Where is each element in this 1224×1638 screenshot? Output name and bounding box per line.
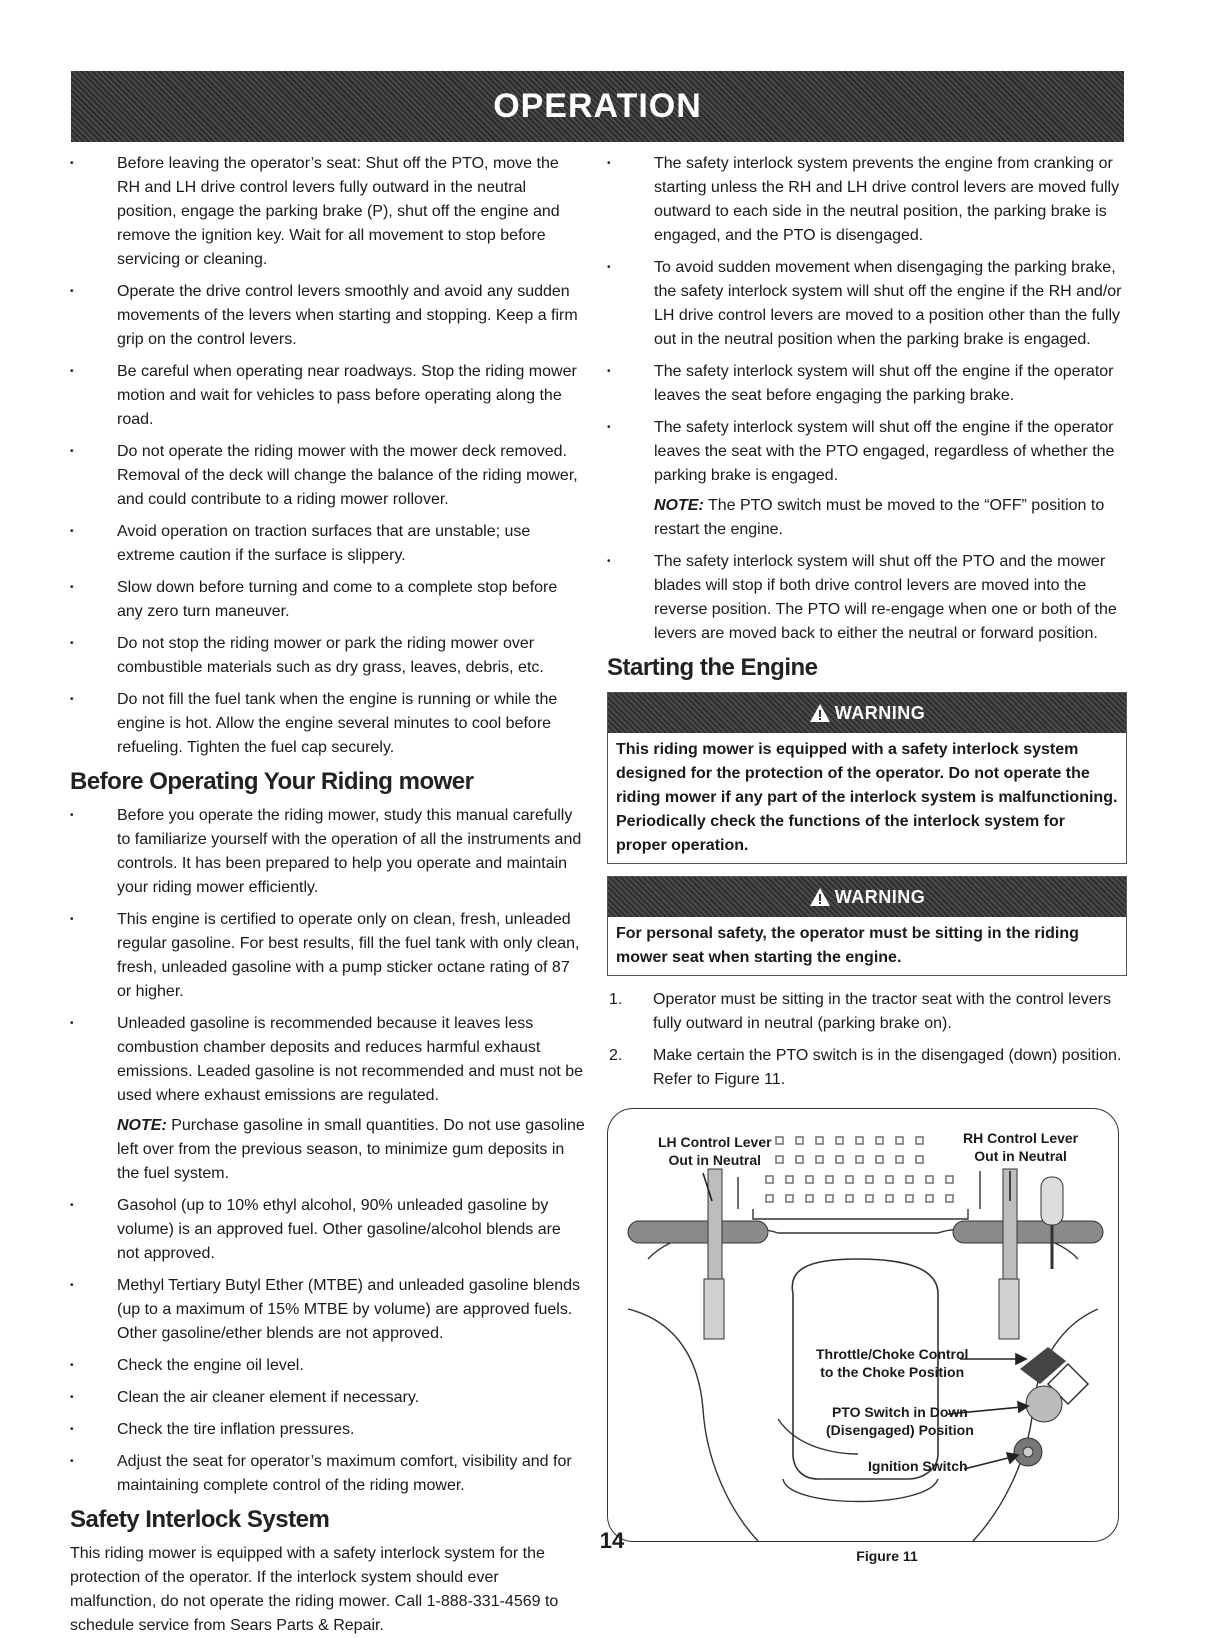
safety-bullets-list bbox=[70, 152, 586, 760]
warning-text: This riding mower is equipped with a safety interlock system designed for the protection of the operator. Do not operate the riding mower if any part of the interlock system is malfunctioning. Periodically check the functions of the interlock system for proper operation. bbox=[616, 741, 1118, 854]
note-label: NOTE: bbox=[117, 1117, 167, 1134]
list-item: • Check the tire inflation pressures. bbox=[70, 1418, 586, 1442]
note-pto bbox=[607, 494, 1127, 542]
figure-11-illustration bbox=[607, 1108, 1119, 1542]
list-item: • Before you operate the riding mower, study this manual carefully to familiarize yourself with the operation of all the instruments and controls. It has been prepared to help you operate and maintain your riding mower efficiently. bbox=[70, 804, 586, 900]
warning-box-seat bbox=[607, 876, 1127, 976]
list-item: • Unleaded gasoline is recommended because it leaves less combustion chamber deposits and reduces harmful exhaust emissions. Leaded gasoline is not recommended and must not be used where exhaust emissions are regulated. bbox=[70, 1012, 586, 1108]
label-line: (Disengaged) Position bbox=[826, 1422, 974, 1438]
list-item: • Check the engine oil level. bbox=[70, 1354, 586, 1378]
list-item: • The safety interlock system will shut off the engine if the operator leaves the seat before engaging the parking brake. bbox=[607, 360, 1127, 408]
left-column bbox=[70, 152, 586, 1638]
list-item: • The safety interlock system prevents the engine from cranking or starting unless the RH and LH drive control levers are moved fully outward to each side in the neutral position, the parking brake is engaged, and the PTO is disengaged. bbox=[607, 152, 1127, 248]
list-item: • Gasohol (up to 10% ethyl alcohol, 90% unleaded gasoline by volume) is an approved fuel. Other gasoline/alcohol blends are not approved. bbox=[70, 1194, 586, 1266]
note-label: NOTE: bbox=[654, 497, 704, 514]
list-item: • Clean the air cleaner element if necessary. bbox=[70, 1386, 586, 1410]
right-column bbox=[607, 152, 1127, 1564]
interlock-bullets-list-continued bbox=[607, 550, 1127, 646]
section-banner bbox=[71, 71, 1124, 142]
label-line: Out in Neutral bbox=[668, 1152, 762, 1168]
list-item: • Slow down before turning and come to a complete stop before any zero turn maneuver. bbox=[70, 576, 586, 624]
warning-box-interlock bbox=[607, 692, 1127, 864]
before-operating-list bbox=[70, 804, 586, 1108]
warning-header bbox=[608, 877, 1126, 917]
note-text: Purchase gasoline in small quantities. Do not use gasoline left over from the previous season, to minimize gum deposits in the fuel system. bbox=[117, 1117, 585, 1182]
note-gasoline bbox=[70, 1114, 586, 1186]
warning-triangle-icon bbox=[809, 887, 831, 907]
list-item: • Do not operate the riding mower with the mower deck removed. Removal of the deck will change the balance of the riding mower, and could contribute to a riding mower rollover. bbox=[70, 440, 586, 512]
label-line: RH Control Lever bbox=[963, 1130, 1079, 1146]
list-item bbox=[607, 1044, 1127, 1092]
rh-control-lever bbox=[953, 1169, 1103, 1339]
pto-switch-label bbox=[826, 1403, 974, 1439]
step-number: 2. bbox=[609, 1047, 623, 1064]
list-item: • Operate the drive control levers smoothly and avoid any sudden movements of the levers when starting and stopping. Keep a firm grip on the control levers. bbox=[70, 280, 586, 352]
list-item: • Do not fill the fuel tank when the engine is running or while the engine is hot. Allow the engine several minutes to cool before refueling. Tighten the fuel cap securely. bbox=[70, 688, 586, 760]
control-panel-drawing bbox=[608, 1109, 1118, 1541]
throttle-choke-label bbox=[816, 1345, 968, 1381]
lh-control-lever bbox=[628, 1169, 768, 1339]
list-item bbox=[607, 988, 1127, 1036]
section-title: OPERATION bbox=[493, 87, 702, 125]
list-item: • Avoid operation on traction surfaces that are unstable; use extreme caution if the surface is slippery. bbox=[70, 520, 586, 568]
lh-control-lever-label bbox=[658, 1133, 772, 1169]
starting-engine-heading: Starting the Engine bbox=[607, 654, 818, 681]
interlock-bullets-list bbox=[607, 152, 1127, 488]
step-text: Make certain the PTO switch is in the disengaged (down) position. Refer to Figure 11. bbox=[653, 1047, 1122, 1088]
label-line: to the Choke Position bbox=[820, 1364, 965, 1380]
before-operating-heading: Before Operating Your Riding mower bbox=[70, 768, 474, 795]
note-text: The PTO switch must be moved to the “OFF” position to restart the engine. bbox=[654, 497, 1105, 538]
list-item: • To avoid sudden movement when disengaging the parking brake, the safety interlock system will shut off the engine if the RH and/or LH drive control levers are moved to a position other than the fully out in the neutral position when the parking brake is engaged. bbox=[607, 256, 1127, 352]
step-text: Operator must be sitting in the tractor seat with the control levers fully outward in neutral (parking brake on). bbox=[653, 991, 1111, 1032]
list-item: • Adjust the seat for operator’s maximum comfort, visibility and for maintaining complete control of the riding mower. bbox=[70, 1450, 586, 1498]
warning-text: For personal safety, the operator must be sitting in the riding mower seat when starting the engine. bbox=[616, 925, 1079, 966]
figure-caption: Figure 11 bbox=[856, 1548, 918, 1564]
list-item: • Do not stop the riding mower or park the riding mower over combustible materials such as dry grass, leaves, debris, etc. bbox=[70, 632, 586, 680]
safety-interlock-heading: Safety Interlock System bbox=[70, 1506, 330, 1533]
pto-switch-icon bbox=[1026, 1386, 1062, 1422]
list-item: • This engine is certified to operate only on clean, fresh, unleaded regular gasoline. For best results, fill the fuel tank with only clean, fresh, unleaded gasoline with a pump sticker octane rating of 87 or higher. bbox=[70, 908, 586, 1004]
warning-title: WARNING bbox=[834, 886, 926, 907]
throttle-choke-handle bbox=[1041, 1177, 1063, 1269]
before-operating-list-continued bbox=[70, 1194, 586, 1498]
warning-triangle-icon bbox=[809, 703, 831, 723]
page-number: 14 bbox=[599, 1528, 625, 1553]
safety-interlock-paragraph: This riding mower is equipped with a safety interlock system for the protection of the operator. If the interlock system should ever malfunction, do not operate the riding mower. Call 1-888-331-4569 to schedule service from Sears Parts & Repair. bbox=[70, 1545, 559, 1634]
list-item: • Be careful when operating near roadways. Stop the riding mower motion and wait for vehicles to pass before operating along the road. bbox=[70, 360, 586, 432]
throttle-lever-icon bbox=[1020, 1347, 1066, 1384]
rh-control-lever-label bbox=[963, 1129, 1078, 1165]
list-item: • Before leaving the operator’s seat: Shut off the PTO, move the RH and LH drive control levers fully outward in the neutral position, engage the parking brake (P), shut off the engine and remove the ignition key. Wait for all movement to stop before servicing or cleaning. bbox=[70, 152, 586, 272]
step-number: 1. bbox=[609, 991, 623, 1008]
label-line: PTO Switch in Down bbox=[831, 1404, 968, 1420]
warning-title: WARNING bbox=[834, 702, 926, 723]
list-item: • The safety interlock system will shut off the engine if the operator leaves the seat with the PTO engaged, regardless of whether the parking brake is engaged. bbox=[607, 416, 1127, 488]
list-item: • The safety interlock system will shut off the PTO and the mower blades will stop if both drive control levers are moved into the reverse position. The PTO will re-engage when one or both of the levers are moved back to either the neutral or forward position. bbox=[607, 550, 1127, 646]
list-item: • Methyl Tertiary Butyl Ether (MTBE) and unleaded gasoline blends (up to a maximum of 15% MTBE by volume) are approved fuels. Other gasoline/ether blends are not approved. bbox=[70, 1274, 586, 1346]
label-line: LH Control Lever bbox=[658, 1134, 772, 1150]
starting-steps-list bbox=[607, 988, 1127, 1092]
label-line: Throttle/Choke Control bbox=[816, 1346, 969, 1362]
ignition-switch-label: Ignition Switch bbox=[868, 1458, 968, 1474]
vent-grille bbox=[766, 1137, 953, 1202]
warning-header bbox=[608, 693, 1126, 733]
label-line: Out in Neutral bbox=[974, 1148, 1067, 1164]
